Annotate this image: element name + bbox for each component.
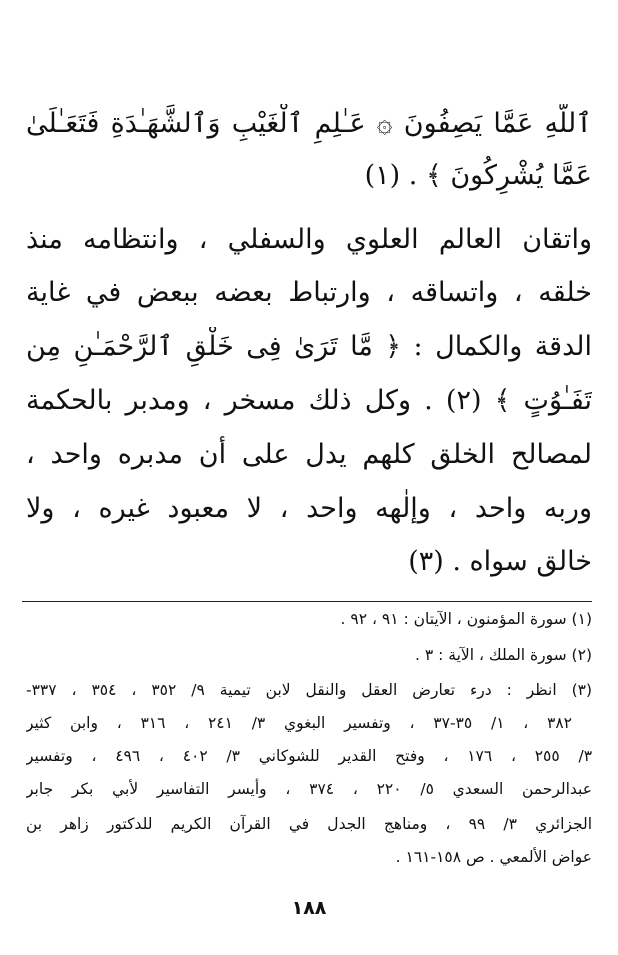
paragraph-line-7: خالق سواه . (٣)	[408, 546, 592, 577]
paragraph-line-5: لمصالح الخلق كلهم يدل على أن مدبره واحد ،	[26, 439, 592, 470]
footnote-3-line-1: (٣) انظر : درء تعارض العقل والنقل لابن تيمية ٩/ ٣٥٢ ، ٣٥٤ ، ٣٣٧-	[26, 681, 592, 699]
footnote-separator	[22, 601, 592, 602]
footnote-2: (٢) سورة الملك ، الآية : ٣ .	[415, 646, 592, 664]
paragraph-line-3: الدقة والكمال : ﴿ مَّا تَرَىٰ فِى خَلْقِ ٱلرَّحْمَـٰنِ مِن	[26, 331, 592, 362]
footnote-1: (١) سورة المؤمنون ، الآيتان : ٩١ ، ٩٢ .	[340, 610, 592, 628]
footnote-3-line-2: ٣٨٢ ، ١/ ٣٥-٣٧ ، وتفسير البغوي ٣/ ٢٤١ ، ٣١٦ ، وابن كثير	[26, 714, 572, 732]
paragraph-line-2: خلقه ، واتساقه ، وارتباط بعضه ببعض في غاية	[26, 277, 592, 308]
paragraph-line-1: واتقان العالم العلوي والسفلي ، وانتظامه منذ	[26, 224, 592, 255]
quran-verse-line-1: ٱللَّهِ عَمَّا يَصِفُونَ ۞ عَـٰلِمِ ٱلْغَيْبِ وَٱلشَّهَـٰدَةِ فَتَعَـٰلَىٰ	[26, 108, 592, 139]
page-number: ١٨٨	[291, 897, 327, 919]
footnote-3-line-6: عواض الألمعي . ص ١٥٨-١٦١ .	[395, 848, 592, 866]
paragraph-line-6: وربه واحد ، وإلٰهه واحد ، لا معبود غيره ، ولا	[26, 493, 592, 524]
quran-verse-line-2: عَمَّا يُشْرِكُونَ ﴾ . (١)	[364, 160, 592, 191]
paragraph-line-4: تَفَـٰوُتٍ ﴾ (٢) . وكل ذلك مسخر ، ومدبر بالحكمة	[26, 385, 592, 416]
footnote-3-line-3: ٣/ ٢٥٥ ، ١٧٦ ، وفتح القدير للشوكاني ٣/ ٤٠٢ ، ٤٩٦ ، وتفسير	[26, 747, 592, 765]
footnote-3-line-5: الجزائري ٣/ ٩٩ ، ومناهج الجدل في القرآن الكريم للدكتور زاهر بن	[26, 815, 592, 833]
footnote-3-line-4: عبدالرحمن السعدي ٥/ ٢٢٠ ، ٣٧٤ ، وأيسر التفاسير لأبي بكر جابر	[26, 780, 592, 798]
